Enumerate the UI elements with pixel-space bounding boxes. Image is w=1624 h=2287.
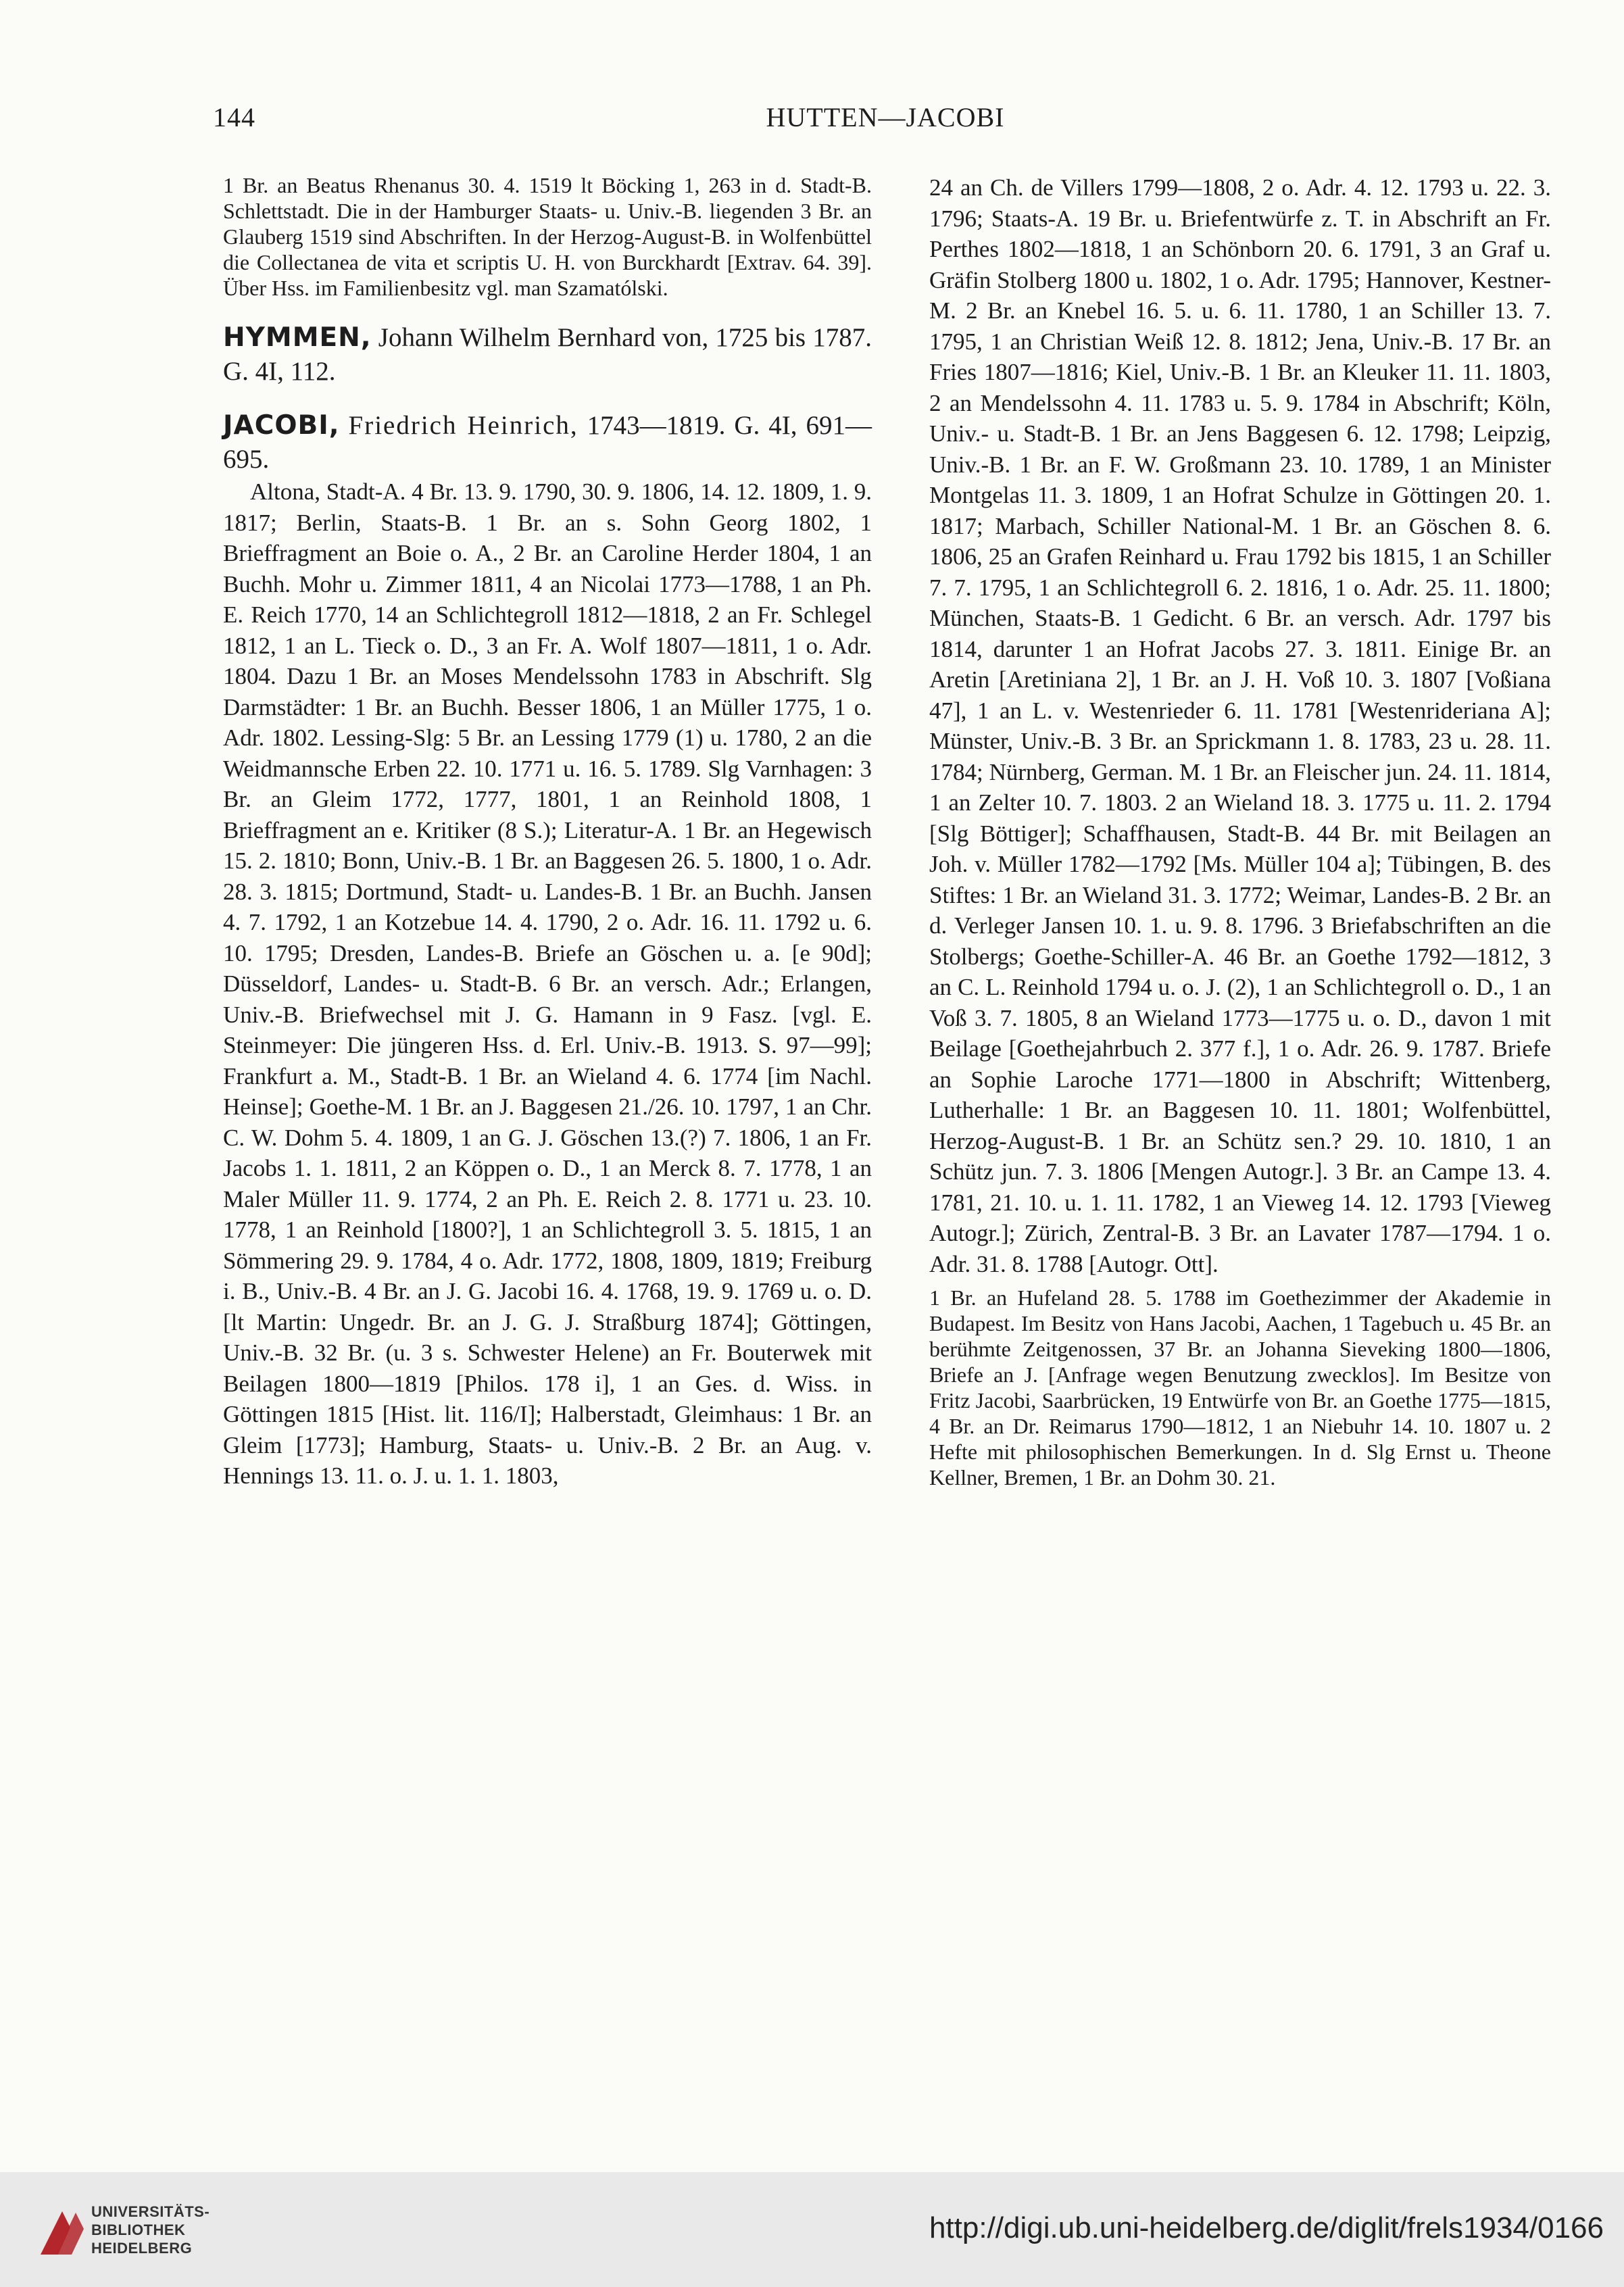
entry-hymmen-details: Johann Wilhelm Bernhard von, 1725 bis 1787. G. 4I, 112. xyxy=(223,323,872,386)
library-name-line-2: BIBLIOTHEK xyxy=(91,2221,186,2238)
entry-jacobi-heading xyxy=(223,409,872,476)
library-logo-icon xyxy=(35,2192,89,2260)
entry-jacobi-surname: JACOBI, xyxy=(223,410,340,441)
entry-jacobi-note: 1 Br. an Hufeland 28. 5. 1788 im Goethezimmer der Akademie in Budapest. Im Besitz von Hans Jacobi, Aachen, 1 Tagebuch u. 45 Br. an berühmte Zeitgenossen, 37 Br. an Johanna Sieveking 1800—1806, Briefe an J. [Anfrage wegen Benutzung zwecklos]. Im Besitze von Fritz Jacobi, Saarbrücken, 19 Entwürfe von Br. an Goethe 1775—1815, 4 Br. an Dr. Reimarus 1790—1812, 1 an Niebuhr 14. 10. 1807 u. 2 Hefte mit philosophischen Bemerkungen. In d. Slg Ernst u. Theone Kellner, Bremen, 1 Br. an Dohm 30. 21. xyxy=(929,1285,1551,1490)
entry-hymmen-surname: HYMMEN, xyxy=(223,322,372,353)
entry-jacobi-details: 1743—1819. G. 4I, 691—695. xyxy=(223,411,872,474)
library-name-line-1: UNIVERSITÄTS- xyxy=(91,2203,210,2220)
running-header xyxy=(213,101,1558,142)
entry-jacobi-forename: Friedrich Heinrich, xyxy=(348,411,579,440)
library-name xyxy=(91,2203,210,2257)
entry-hymmen-heading xyxy=(223,321,872,389)
page-number: 144 xyxy=(213,102,255,132)
hutten-continuation-paragraph: 1 Br. an Beatus Rhenanus 30. 4. 1519 lt Böcking 1, 263 in d. Stadt-B. Schlettstadt. Die in der Hamburger Staats- u. Univ.-B. liegenden 3 Br. an Glauberg 1519 sind Abschriften. In der Herzog-August-B. in Wolfenbüttel die Collectanea de vita et scriptis U. H. von Burckhardt [Extrav. 64. 39]. Über Hss. im Familienbesitz vgl. man Szamatólski. xyxy=(223,173,872,300)
library-name-line-3: HEIDELBERG xyxy=(91,2240,193,2257)
running-title: HUTTEN—JACOBI xyxy=(766,102,1005,132)
entry-jacobi-continuation: 24 an Ch. de Villers 1799—1808, 2 o. Adr. 4. 12. 1793 u. 22. 3. 1796; Staats-A. 19 Br. u. Briefentwürfe z. T. in Abschrift an Fr. Perthes 1802—1818, 1 an Schönborn 20. 6. 1791, 3 an Graf u. Gräfin Stolberg 1800 u. 1802, 1 o. Adr. 1795; Hannover, Kestner-M. 2 Br. an Knebel 16. 5. u. 6. 11. 1780, 1 an Schiller 13. 7. 1795, 1 an Christian Weiß 12. 8. 1812; Jena, Univ.-B. 17 Br. an Fries 1807—1816; Kiel, Univ.-B. 1 Br. an Kleuker 11. 11. 1803, 2 an Mendelssohn 4. 11. 1783 u. 5. 9. 1784 in Abschrift; Köln, Univ.- u. Stadt-B. 1 Br. an Jens Baggesen 6. 12. 1798; Leipzig, Univ.-B. 1 Br. an F. W. Großmann 23. 10. 1789, 1 an Minister Montgelas 11. 3. 1809, 1 an Hofrat Schulze in Göttingen 20. 1. 1817; Marbach, Schiller National-M. 1 Br. an Göschen 8. 6. 1806, 25 an Grafen Reinhard u. Frau 1792 bis 1815, 1 an Schiller 7. 7. 1795, 1 an Schlichtegroll 6. 2. 1816, 1 o. Adr. 25. 11. 1800; München, Staats-B. 1 Gedicht. 6 Br. an versch. Adr. 1797 bis 1814, darunter 1 an Hofrat Jacobs 27. 3. 1811. Einige Br. an Aretin [Aretiniana 2], 1 Br. an J. H. Voß 10. 3. 1807 [Voßiana 47], 1 an L. v. Westenrieder 6. 11. 1781 [Westenrideriana A]; Münster, Univ.-B. 3 Br. an Sprickmann 1. 8. 1783, 23 u. 28. 11. 1784; Nürnberg, German. M. 1 Br. an Fleischer jun. 24. 11. 1814, 1 an Zelter 10. 7. 1803. 2 an Wieland 18. 3. 1775 u. 11. 2. 1794 [Slg Böttiger]; Schaffhausen, Stadt-B. 44 Br. mit Beilagen an Joh. v. Müller 1782—1792 [Ms. Müller 104 a]; Tübingen, B. des Stiftes: 1 Br. an Wieland 31. 3. 1772; Weimar, Landes-B. 2 Br. an d. Verleger Jansen 10. 1. u. 9. 8. 1796. 3 Briefabschriften an die Stolbergs; Goethe-Schiller-A. 46 Br. an Goethe 1792—1812, 3 an C. L. Reinhold 1794 u. o. J. (2), 1 an Schlichtegroll o. D., 1 an Voß 3. 7. 1805, 8 an Wieland 1773—1775 u. o. D., davon 1 mit Beilage [Goethejahrbuch 2. 377 f.], 1 o. Adr. 26. 9. 1787. Briefe an Sophie Laroche 1771—1800 in Abschrift; Wittenberg, Lutherhalle: 1 Br. an Baggesen 10. 11. 1801; Wolfenbüttel, Herzog-August-B. 1 Br. an Schütz sen.? 29. 10. 1810, 1 an Schütz jun. 7. 3. 1806 [Mengen Autogr.]. 3 Br. an Campe 13. 4. 1781, 21. 10. u. 1. 11. 1782, 1 an Vieweg 14. 12. 1793 [Vieweg Autogr.]; Zürich, Zentral-B. 3 Br. an Lavater 1787—1794. 1 o. Adr. 31. 8. 1788 [Autogr. Ott]. xyxy=(929,174,1551,1277)
digitization-footer xyxy=(0,2172,1624,2287)
right-column xyxy=(929,172,1551,1490)
left-column xyxy=(223,172,872,1492)
source-url-link[interactable]: http://digi.ub.uni-heidelberg.de/diglit/frels1934/0166 xyxy=(929,2211,1604,2244)
entry-jacobi-body: Altona, Stadt-A. 4 Br. 13. 9. 1790, 30. 9. 1806, 14. 12. 1809, 1. 9. 1817; Berlin, Staats-B. 1 Br. an s. Sohn Georg 1802, 1 Brieffragment an Boie o. A., 2 Br. an Caroline Herder 1804, 1 an Buchh. Mohr u. Zimmer 1811, 4 an Nicolai 1773—1788, 1 an Ph. E. Reich 1770, 14 an Schlichtegroll 1812—1818, 2 an Fr. Schlegel 1812, 1 an L. Tieck o. D., 3 an Fr. A. Wolf 1807—1811, 1 o. Adr. 1804. Dazu 1 Br. an Moses Mendelssohn 1783 in Abschrift. Slg Darmstädter: 1 Br. an Buchh. Besser 1806, 1 an Müller 1775, 1 o. Adr. 1802. Lessing-Slg: 5 Br. an Lessing 1779 (1) u. 1780, 2 an die Weidmannsche Erben 22. 10. 1771 u. 16. 5. 1789. Slg Varnhagen: 3 Br. an Gleim 1772, 1777, 1801, 1 an Reinhold 1808, 1 Brieffragment an e. Kritiker (8 S.); Literatur-A. 1 Br. an Hegewisch 15. 2. 1810; Bonn, Univ.-B. 1 Br. an Baggesen 26. 5. 1800, 1 o. Adr. 28. 3. 1815; Dortmund, Stadt- u. Landes-B. 1 Br. an Buchh. Jansen 4. 7. 1792, 1 an Kotzebue 14. 4. 1790, 2 o. Adr. 16. 11. 1792 u. 6. 10. 1795; Dresden, Landes-B. Briefe an Göschen u. a. [e 90d]; Düsseldorf, Landes- u. Stadt-B. 6 Br. an versch. Adr.; Erlangen, Univ.-B. Briefwechsel mit J. G. Hamann in 9 Fasz. [vgl. E. Steinmeyer: Die jüngeren Hss. d. Erl. Univ.-B. 1913. S. 97—99]; Frankfurt a. M., Stadt-B. 1 Br. an Wieland 4. 6. 1774 [im Nachl. Heinse]; Goethe-M. 1 Br. an J. Baggesen 21./26. 10. 1797, 1 an Chr. C. W. Dohm 5. 4. 1809, 1 an G. J. Göschen 13.(?) 7. 1806, 1 an Fr. Jacobs 1. 1. 1811, 2 an Köppen o. D., 1 an Merck 8. 7. 1778, 1 an Maler Müller 11. 9. 1774, 2 an Ph. E. Reich 2. 8. 1771 u. 23. 10. 1778, 1 an Reinhold [1800?], 1 an Schlichtegroll 3. 5. 1815, 1 an Sömmering 29. 9. 1784, 4 o. Adr. 1772, 1808, 1809, 1819; Freiburg i. B., Univ.-B. 4 Br. an J. G. Jacobi 16. 4. 1768, 19. 9. 1769 u. o. D. [lt Martin: Ungedr. Br. an J. G. J. Straßburg 1874]; Göttingen, Univ.-B. 32 Br. (u. 3 s. Schwester Helene) an Fr. Bouterwek mit Beilagen 1800—1819 [Philos. 178 i], 1 an Ges. d. Wiss. in Göttingen 1815 [Hist. lit. 116/I]; Halberstadt, Gleimhaus: 1 Br. an Gleim [1773]; Hamburg, Staats- u. Univ.-B. 2 Br. an Aug. v. Hennings 13. 11. o. J. u. 1. 1. 1803, xyxy=(223,478,872,1489)
